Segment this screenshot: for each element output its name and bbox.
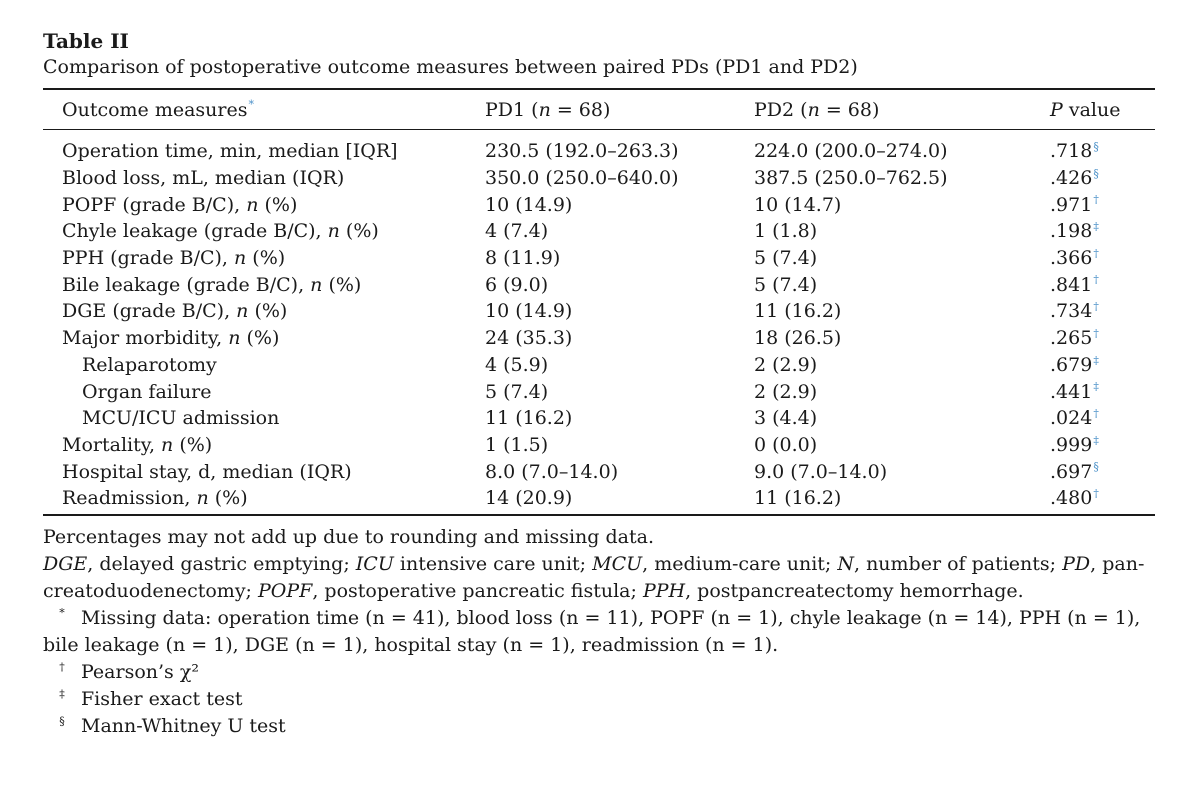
note-rounding: Percentages may not add up due to rounding and missing data. bbox=[43, 525, 654, 548]
cell-pd1: 10 (14.9) bbox=[485, 193, 573, 216]
table-row bbox=[43, 352, 1155, 379]
cell-p-value: .718§ bbox=[1050, 140, 1099, 163]
cell-outcome: Hospital stay, d, median (IQR) bbox=[62, 460, 352, 483]
cell-outcome: Bile leakage (grade B/C), n (%) bbox=[62, 273, 362, 296]
cell-pd1: 8 (11.9) bbox=[485, 247, 561, 270]
cell-pd2: 11 (16.2) bbox=[754, 487, 842, 510]
cell-pd2: 1 (1.8) bbox=[754, 220, 818, 243]
table-row bbox=[43, 378, 1155, 405]
table-row bbox=[43, 405, 1155, 432]
table-notes bbox=[43, 524, 1155, 740]
header-p-value: P value bbox=[1050, 98, 1121, 121]
footnote: § Mann-Whitney U test bbox=[59, 714, 286, 737]
note-abbreviations: DGE, delayed gastric emptying; ICU intensive care unit; MCU, medium-care unit; N, number of patients; PD, pan-creatoduodenectomy; POPF, postoperative pancreatic fistula; PPH, postpancreatectomy hemorrhage. bbox=[43, 552, 1145, 602]
cell-p-value: .480† bbox=[1050, 486, 1099, 510]
cell-outcome: MCU/ICU admission bbox=[82, 407, 280, 430]
cell-p-value: .679‡ bbox=[1050, 353, 1099, 376]
cell-pd1: 14 (20.9) bbox=[485, 487, 573, 510]
table-caption: Comparison of postoperative outcome measures between paired PDs (PD1 and PD2) bbox=[43, 56, 858, 78]
table-body bbox=[43, 130, 1155, 514]
cell-pd1: 11 (16.2) bbox=[485, 407, 573, 430]
cell-outcome: DGE (grade B/C), n (%) bbox=[62, 300, 288, 323]
cell-p-value: .841† bbox=[1050, 273, 1099, 296]
cell-pd1: 4 (5.9) bbox=[485, 353, 549, 376]
cell-outcome: Readmission, n (%) bbox=[62, 487, 248, 510]
cell-pd2: 9.0 (7.0–14.0) bbox=[754, 460, 888, 483]
cell-outcome: Major morbidity, n (%) bbox=[62, 327, 280, 350]
footnote-list bbox=[43, 659, 1155, 740]
table-row bbox=[43, 485, 1155, 512]
table-header bbox=[43, 90, 1155, 129]
footnote: ‡ Fisher exact test bbox=[59, 687, 243, 710]
header-pd2: PD2 (n = 68) bbox=[754, 98, 880, 121]
cell-p-value: .265† bbox=[1050, 326, 1099, 350]
table-row bbox=[43, 138, 1155, 165]
bottom-rule bbox=[43, 514, 1155, 516]
cell-outcome: Blood loss, mL, median (IQR) bbox=[62, 167, 345, 190]
table-row bbox=[43, 218, 1155, 245]
cell-pd2: 224.0 (200.0–274.0) bbox=[754, 140, 948, 163]
cell-pd2: 2 (2.9) bbox=[754, 380, 818, 403]
table-row bbox=[43, 165, 1155, 192]
cell-outcome: POPF (grade B/C), n (%) bbox=[62, 193, 298, 216]
cell-pd1: 24 (35.3) bbox=[485, 327, 573, 350]
table-row bbox=[43, 458, 1155, 485]
cell-pd2: 2 (2.9) bbox=[754, 353, 818, 376]
cell-pd2: 3 (4.4) bbox=[754, 407, 818, 430]
cell-pd2: 18 (26.5) bbox=[754, 327, 842, 350]
cell-pd2: 387.5 (250.0–762.5) bbox=[754, 167, 948, 190]
cell-pd2: 10 (14.7) bbox=[754, 193, 842, 216]
cell-p-value: .734† bbox=[1050, 300, 1099, 323]
cell-pd1: 230.5 (192.0–263.3) bbox=[485, 140, 679, 163]
cell-pd1: 10 (14.9) bbox=[485, 300, 573, 323]
table-row bbox=[43, 325, 1155, 352]
header-pd1: PD1 (n = 68) bbox=[485, 98, 611, 121]
table-row bbox=[43, 432, 1155, 459]
table-document bbox=[43, 28, 1155, 740]
table-row bbox=[43, 245, 1155, 272]
cell-pd2: 5 (7.4) bbox=[754, 273, 818, 296]
cell-pd1: 5 (7.4) bbox=[485, 380, 549, 403]
cell-p-value: .198‡ bbox=[1050, 220, 1099, 243]
note-missing-data: * Missing data: operation time (n = 41), blood loss (n = 11), POPF (n = 1), chyle leakage (n = 14), PPH (n = 1), bile leakage (n = 1), DGE (n = 1), hospital stay (n = 1), readmission (n = 1). bbox=[43, 606, 1141, 656]
cell-pd1: 6 (9.0) bbox=[485, 273, 549, 296]
cell-pd1: 8.0 (7.0–14.0) bbox=[485, 460, 619, 483]
table-label: Table II bbox=[43, 29, 129, 53]
cell-outcome: PPH (grade B/C), n (%) bbox=[62, 247, 286, 270]
cell-pd1: 4 (7.4) bbox=[485, 220, 549, 243]
cell-p-value: .999‡ bbox=[1050, 433, 1099, 456]
cell-pd1: 1 (1.5) bbox=[485, 433, 549, 456]
cell-p-value: .024† bbox=[1050, 406, 1099, 430]
cell-p-value: .441‡ bbox=[1050, 380, 1099, 403]
header-outcome: Outcome measures* bbox=[62, 98, 254, 121]
table-row bbox=[43, 191, 1155, 218]
cell-pd2: 11 (16.2) bbox=[754, 300, 842, 323]
cell-p-value: .971† bbox=[1050, 193, 1099, 216]
cell-pd2: 0 (0.0) bbox=[754, 433, 818, 456]
cell-outcome: Chyle leakage (grade B/C), n (%) bbox=[62, 220, 379, 243]
cell-p-value: .697§ bbox=[1050, 460, 1099, 483]
cell-outcome: Organ failure bbox=[82, 380, 212, 403]
cell-outcome: Relaparotomy bbox=[82, 353, 217, 376]
table-row bbox=[43, 298, 1155, 325]
table-row bbox=[43, 271, 1155, 298]
cell-p-value: .366† bbox=[1050, 246, 1099, 270]
cell-p-value: .426§ bbox=[1050, 166, 1099, 190]
cell-outcome: Mortality, n (%) bbox=[62, 433, 213, 456]
cell-outcome: Operation time, min, median [IQR] bbox=[62, 140, 398, 163]
cell-pd1: 350.0 (250.0–640.0) bbox=[485, 167, 679, 190]
cell-pd2: 5 (7.4) bbox=[754, 247, 818, 270]
footnote: † Pearson’s χ² bbox=[59, 660, 199, 683]
